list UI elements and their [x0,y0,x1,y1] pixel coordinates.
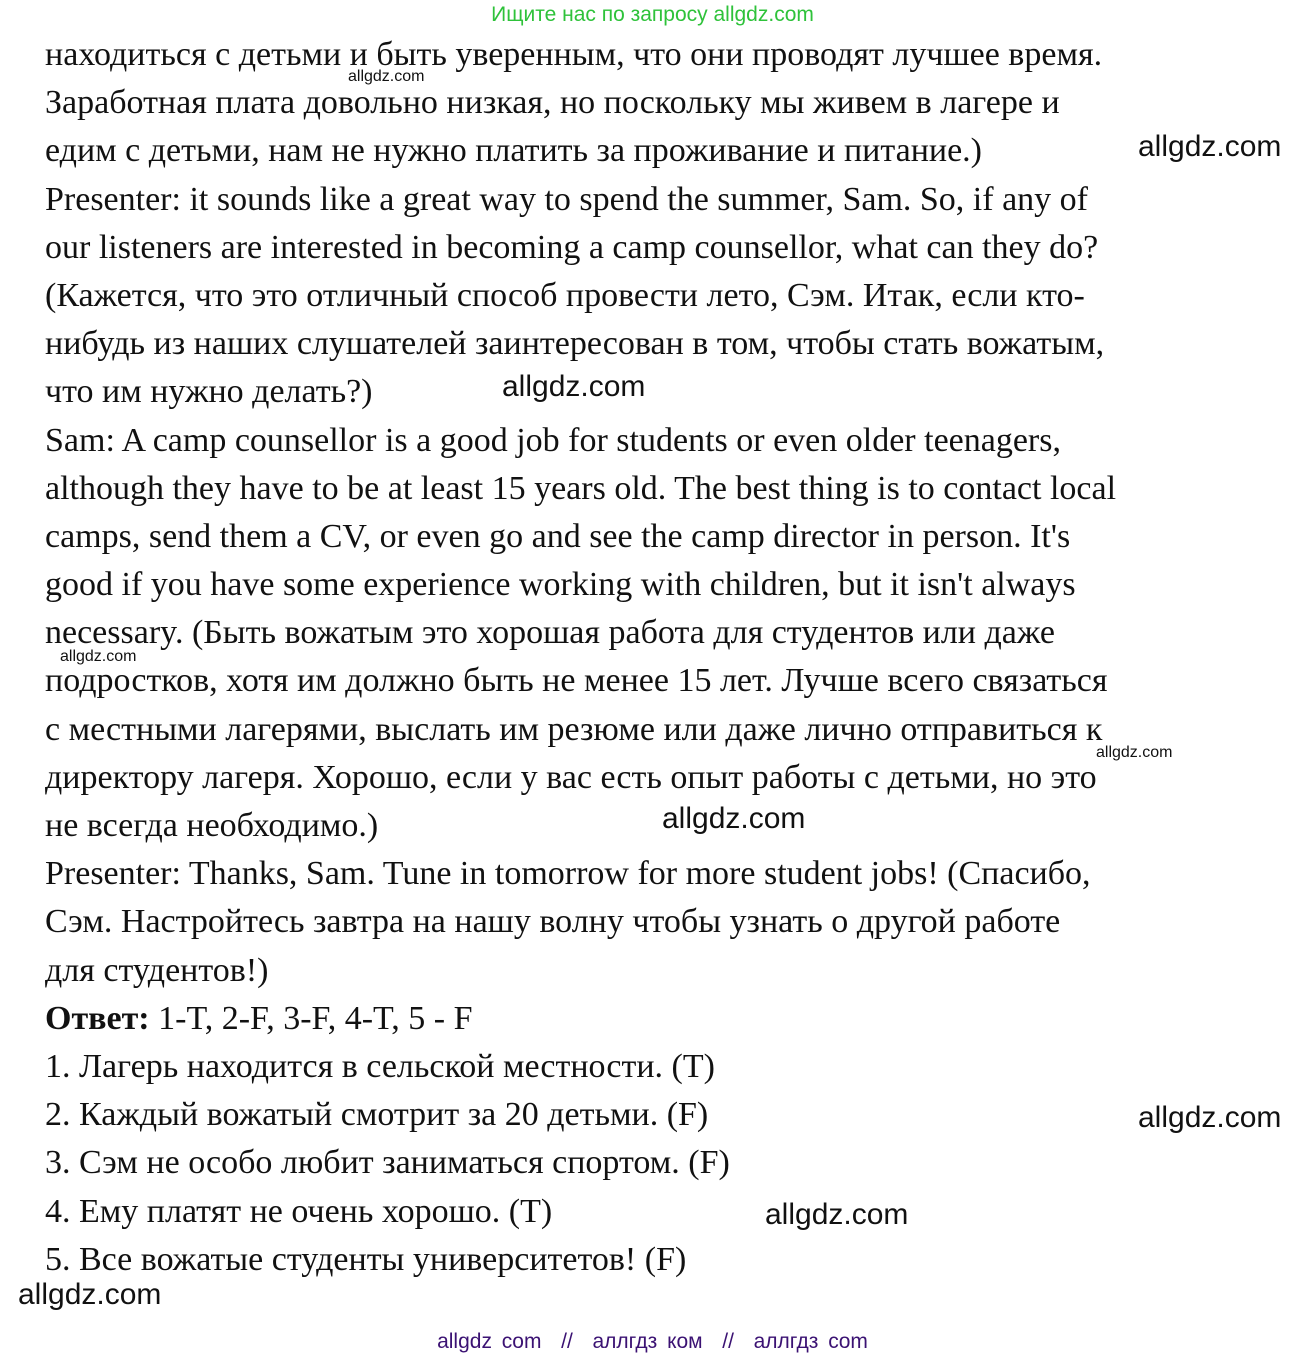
text-line: с местными лагерями, выслать им резюме или даже лично отправиться к [45,710,1103,748]
watermark: allgdz.com [18,1278,162,1311]
text-line: Сэм. Настройтесь завтра на нашу волну чтобы узнать о другой работе [45,903,1061,941]
watermark: allgdz.com [60,648,137,665]
answer-item: 5. Все вожатые студенты университетов! (F) [45,1240,687,1278]
answer-item: 1. Лагерь находится в сельской местности. (T) [45,1047,715,1085]
watermark: allgdz.com [662,802,806,835]
watermark: allgdz.com [1096,744,1173,761]
answer-value: 1-T, 2-F, 3-F, 4-T, 5 - F [149,999,473,1037]
text-line: good if you have some experience working with children, but it isn't always [45,566,1076,604]
answer-label: Ответ: [45,999,150,1037]
text-line: директору лагеря. Хорошо, если у вас есть опыт работы с детьми, но это [45,758,1097,796]
watermark: allgdz.com [765,1198,909,1231]
header-banner: Ищите нас по запросу allgdz.com [491,3,814,26]
footer-banner: allgdz com // аллгдз ком // аллгдз com [437,1330,868,1353]
text-line: нибудь из наших слушателей заинтересован в том, чтобы стать вожатым, [45,325,1105,363]
text-line: Presenter: Thanks, Sam. Tune in tomorrow for more student jobs! (Спасибо, [45,855,1091,893]
answer-item: 3. Сэм не особо любит заниматься спортом. (F) [45,1144,730,1182]
watermark: allgdz.com [502,370,646,403]
watermark: allgdz.com [1138,1101,1282,1134]
answer-item: 4. Ему платят не очень хорошо. (T) [45,1192,553,1230]
answer-item: 2. Каждый вожатый смотрит за 20 детьми. (F) [45,1096,709,1134]
text-line: подростков, хотя им должно быть не менее 15 лет. Лучше всего связаться [45,662,1108,700]
text-line: Заработная плата довольно низкая, но поскольку мы живем в лагере и [45,84,1060,122]
watermark: allgdz.com [348,68,425,85]
text-line: necessary. (Быть вожатым это хорошая работа для студентов или даже [45,614,1056,652]
text-line: находиться с детьми и быть уверенным, что они проводят лучшее время. [45,36,1103,73]
document-body [45,31,1295,1284]
text-line: although they have to be at least 15 years old. The best thing is to contact local [45,469,1117,507]
text-line: что им нужно делать?) [45,373,373,411]
text-line: для студентов!) [45,951,269,989]
text-line: Sam: A camp counsellor is a good job for students or even older teenagers, [45,421,1061,459]
text-line: camps, send them a CV, or even go and see the camp director in person. It's [45,517,1071,555]
text-line: (Кажется, что это отличный способ провести лето, Сэм. Итак, если кто- [45,276,1085,314]
text-line: не всегда необходимо.) [45,807,379,844]
answer-line [45,995,1295,1043]
watermark: allgdz.com [1138,130,1282,163]
text-line: едим с детьми, нам не нужно платить за проживание и питание.) [45,132,983,170]
text-line: Presenter: it sounds like a great way to spend the summer, Sam. So, if any of [45,180,1088,218]
text-line: our listeners are interested in becoming a camp counsellor, what can they do? [45,228,1099,266]
